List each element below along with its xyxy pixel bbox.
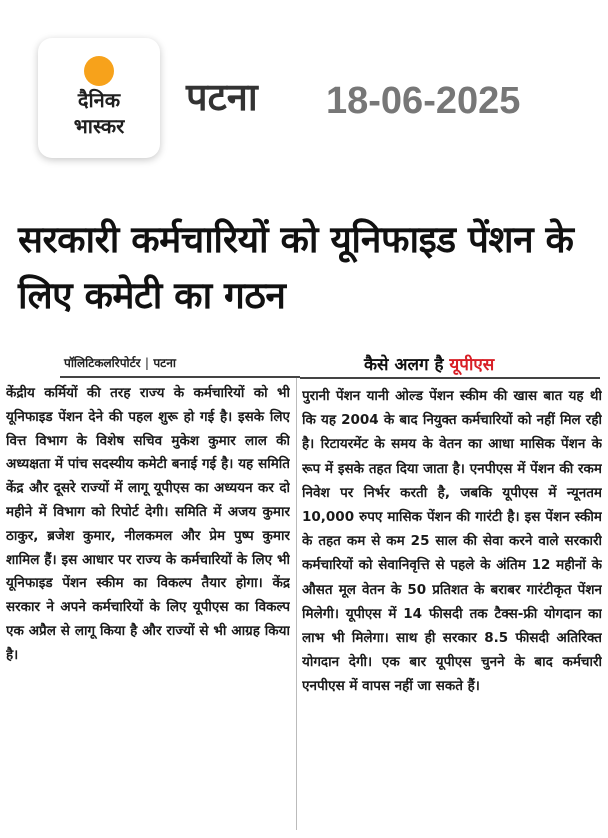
sidebar-box-body: पुरानी पेंशन यानी ओल्ड पेंशन स्कीम की खास बात यह थी कि यह 2004 के बाद नियुक्त कर्मचारियों को नहीं मिल रही है। रिटायरमेंट के समय के वेतन का आधा मासिक पेंशन के रूप में इसके तहत दिया जाता है। एनपीएस में पेंशन की रकम निवेश पर निर्भर करती है, जबकि यूपीएस में न्यूनतम 10,000 रुपए मासिक पेंशन की गारंटी है। इस पेंशन स्कीम के तहत कम से कम 25 साल की सेवा करने वाले सरकारी कर्मचारियों को सेवानिवृत्ति से पहले के अंतिम 12 महीनों के औसत मूल वेतन के 50 प्रतिशत के बराबर गारंटीकृत पेंशन मिलेगी। यूपीएस में 14 फीसदी तक टैक्स-फ्री योगदान का लाभ भी मिलेगा। साथ ही सरकार 8.5 फीसदी अतिरिक्त योगदान देगी। एक बार यूपीएस चुनने के बाद कर्मचारी एनपीएस में वापस नहीं जा सकते हैं। xyxy=(302,388,602,695)
column-divider xyxy=(296,378,297,830)
brand-name-line1: दैनिक xyxy=(77,88,121,112)
sun-icon xyxy=(84,56,114,86)
sidebar-box-title xyxy=(364,352,494,375)
edition-city: पटना xyxy=(186,75,258,119)
column-rule-right xyxy=(300,377,600,379)
byline-location: पटना xyxy=(153,356,176,370)
article-headline: सरकारी कर्मचारियों को यूनिफाइड पेंशन के लिए कमेटी का गठन xyxy=(18,218,574,317)
brand-name-line2: भास्कर xyxy=(73,114,125,138)
byline-reporter: पॉलिटिकलरिपोर्टर xyxy=(64,356,141,370)
byline xyxy=(64,354,176,371)
sidebar-box-title-accent: यूपीएस xyxy=(449,355,495,375)
edition-date: 18-06-2025 xyxy=(326,80,521,122)
brand-logo xyxy=(38,38,160,158)
column-rule-left xyxy=(60,376,300,378)
sidebar-box-title-text: कैसे अलग है xyxy=(364,355,444,375)
article-body: केंद्रीय कर्मियों की तरह राज्य के कर्मचारियों को भी यूनिफाइड पेंशन देने की पहल शुरू हो गई है। इसके लिए वित्त विभाग के विशेष सचिव मुकेश कुमार लाल की अध्यक्षता में पांच सदस्यीय कमेटी बनाई गई है। यह समिति केंद्र और दूसरे राज्यों में लागू यूपीएस का अध्ययन कर दो महीने में विभाग को रिपोर्ट देगी। समिति में अजय कुमार ठाकुर, ब्रजेश कुमार, नीलकमल और प्रेम पुष्प कुमार शामिल हैं। इस आधार पर राज्य के कर्मचारियों के लिए भी यूनिफाइड पेंशन स्कीम का विकल्प तैयार होगा। केंद्र सरकार ने अपने कर्मचारियों के लिए यूपीएस का विकल्प एक अप्रैल से लागू किया है और राज्यों से भी आग्रह किया है। xyxy=(6,385,290,663)
byline-separator: | xyxy=(144,356,150,370)
